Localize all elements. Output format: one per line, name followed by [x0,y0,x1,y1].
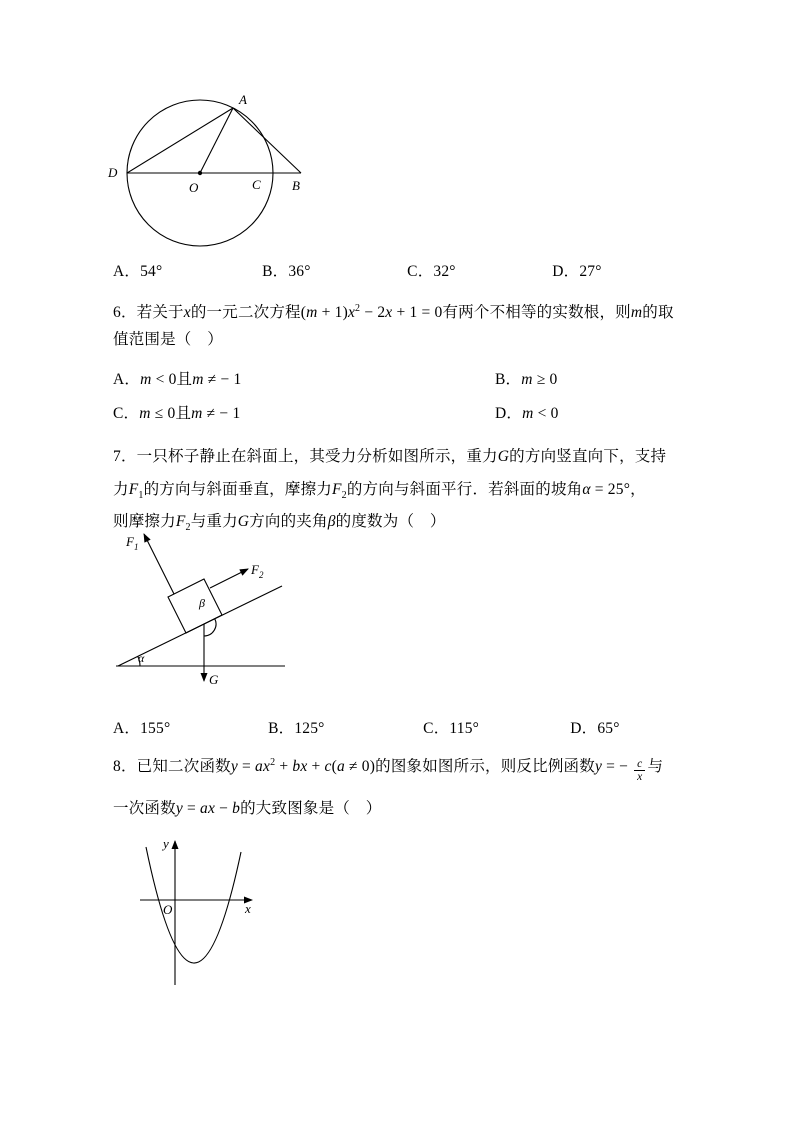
q5-option-d: D．27° [552,263,602,280]
f2-label: $F_2$ [251,562,264,580]
q5-option-b: B．36° [262,263,311,280]
f1-force-arrow [144,534,174,594]
origin-label: O [163,902,173,917]
q6-option-c: C．m ≤ 0且m ≠ − 1 [113,405,241,422]
q8-parabola-diagram [128,833,263,991]
q7-force-diagram [110,528,295,698]
center-o-dot [198,171,202,175]
f2-force-arrow [210,569,248,588]
beta-label: β [199,596,205,610]
point-label-d: D [108,165,118,180]
q6-option-d: D．m < 0 [495,405,559,422]
q6-statement-line-1: 6．若关于x的一元二次方程$(m + 1)x^2 - 2x + 1 = 0$有两个不相等的实数根，则m的取 [113,302,674,321]
point-label-a: A [239,92,247,107]
f1-label: $F_1$ [126,534,139,552]
q5-option-c: C．32° [407,263,456,280]
alpha-label: α [138,651,145,665]
x-axis-label: x [245,901,251,916]
q5-option-a: A．54° [113,263,163,280]
q8-statement-line-2: 一次函数y = ax − b的大致图象是（ ） [113,800,382,817]
g-label: G [209,672,219,687]
q5-options-row [113,262,602,282]
q6-option-b: B．m ≥ 0 [495,371,558,388]
parabola-curve [146,847,241,963]
q6-statement-line-2: 值范围是（ ） [113,331,223,348]
point-label-c: C [252,177,261,192]
q7-option-c: C．115° [423,720,480,737]
point-label-b: B [292,178,300,193]
q7-option-b: B．125° [268,720,325,737]
q7-option-a: A．155° [113,720,171,737]
cup-box [168,579,222,633]
q7-statement-line-2: 力$F_1$的方向与斜面垂直，摩擦力$F_2$的方向与斜面平行．若斜面的坡角α = 25°， [113,481,646,502]
q7-option-d: D．65° [570,720,620,737]
point-label-o: O [189,180,199,195]
q6-option-a: A．m < 0且m ≠ − 1 [113,371,242,388]
y-axis-label: y [163,836,169,851]
q8-statement-line-1: 8．已知二次函数$y = ax^2$ + bx + c(a ≠ 0)的图象如图所示，则反比例函数y = − $\frac{c}{x}$ 与 [113,756,664,783]
q7-statement-line-3: 则摩擦力$F_2$与重力G方向的夹角β的度数为（ ） [113,513,446,534]
segment-ab [233,108,301,173]
q7-statement-line-1: 7．一只杯子静止在斜面上，其受力分析如图所示，重力G的方向竖直向下，支持 [113,448,667,465]
q5-circle-diagram [105,88,345,256]
q7-options-row [113,719,620,739]
